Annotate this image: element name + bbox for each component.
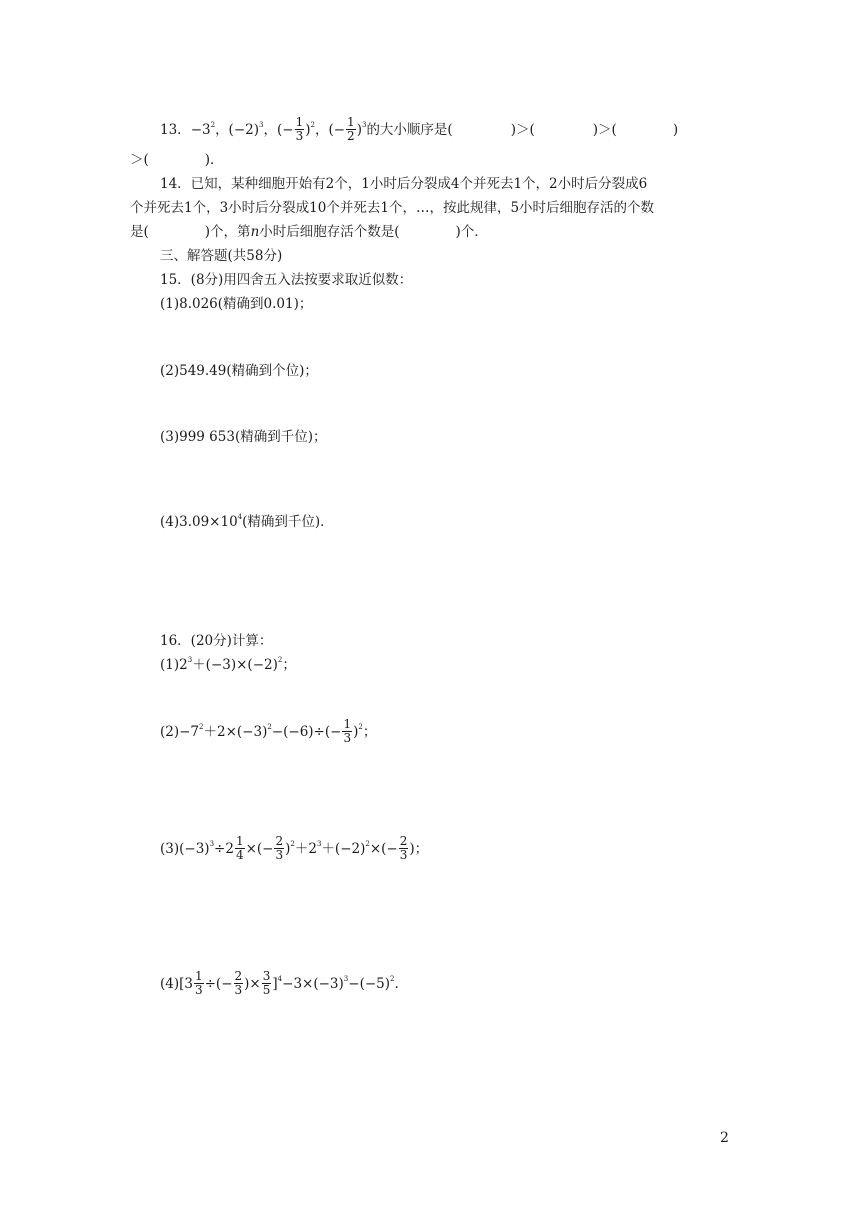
question-13-line-2: ＞( )．: [130, 152, 224, 168]
fraction: $\frac{1}{3}$: [343, 717, 352, 745]
question-16-part-2: $(2)-7^2+2\times(-3)^2-(-6)\div(-$ $\frac{1}{3}$ )$^2$；: [160, 717, 377, 745]
question-16-part-4: (4)[3 $\frac{1}{3}$ ÷(− $\frac{2}{3}$ )× $\frac{3}{5}$ ]$^4-3\times(-3)^3-(-5)^2$.: [160, 969, 399, 997]
fraction: $\frac{1}{3}$: [194, 969, 203, 997]
question-15-part-2: (2)549.49(精确到个位)；: [160, 363, 318, 379]
question-14-line-2: 个并死去1个，3小时后分裂成10个并死去1个，…，按此规律，5小时后细胞存活的个数: [130, 200, 655, 216]
question-14-line-3: 是( )个，第n小时后细胞存活个数是( )个．: [130, 224, 488, 240]
question-14-line-1: 14．已知，某种细胞开始有2个，1小时后分裂成4个并死去1个，2小时后分裂成6: [160, 176, 648, 192]
page-number: 2: [720, 1130, 729, 1146]
fraction: $\frac{1}{4}$: [235, 834, 244, 862]
fraction: $\frac{1}{2}$: [347, 115, 355, 143]
question-15-part-3: (3)999 653(精确到千位)；: [160, 429, 327, 445]
question-15-title: 15．(8分)用四舍五入法按要求取近似数：: [160, 272, 413, 288]
question-15-part-1: (1)8.026(精确到0.01)；: [160, 296, 313, 312]
section-3-heading: 三、解答题(共58分): [160, 248, 283, 264]
fraction: $\frac{2}{3}$: [275, 834, 284, 862]
fraction: $\frac{3}{5}$: [262, 969, 271, 997]
question-16-part-3: $(3)(-3)^3\div 2$ $\frac{1}{4}$ ×(− $\frac{2}{3}$ )$^2+2^3+(-2)^2\times(-$ $\frac{2}{3}$ )；: [160, 834, 429, 862]
fraction: $\frac{2}{3}$: [399, 834, 408, 862]
fraction: $\frac{2}{3}$: [234, 969, 243, 997]
q13-number: 13．: [160, 122, 191, 138]
fraction: $\frac{1}{3}$: [295, 115, 304, 143]
question-13-line-1: 13．$-3^2$，$(-2)^3$，(− $\frac{1}{3}$ )$^2$，(− $\frac{1}{2}$ )$^3$的大小顺序是( )＞( )＞( ): [160, 115, 679, 143]
question-15-part-4: $(4)3.09\times 10^4$(精确到千位)．: [160, 513, 334, 530]
question-16-title: 16．(20分)计算：: [160, 633, 273, 649]
question-16-part-1: $(1)2^3+(-3)\times(-2)^2$；: [160, 656, 296, 673]
